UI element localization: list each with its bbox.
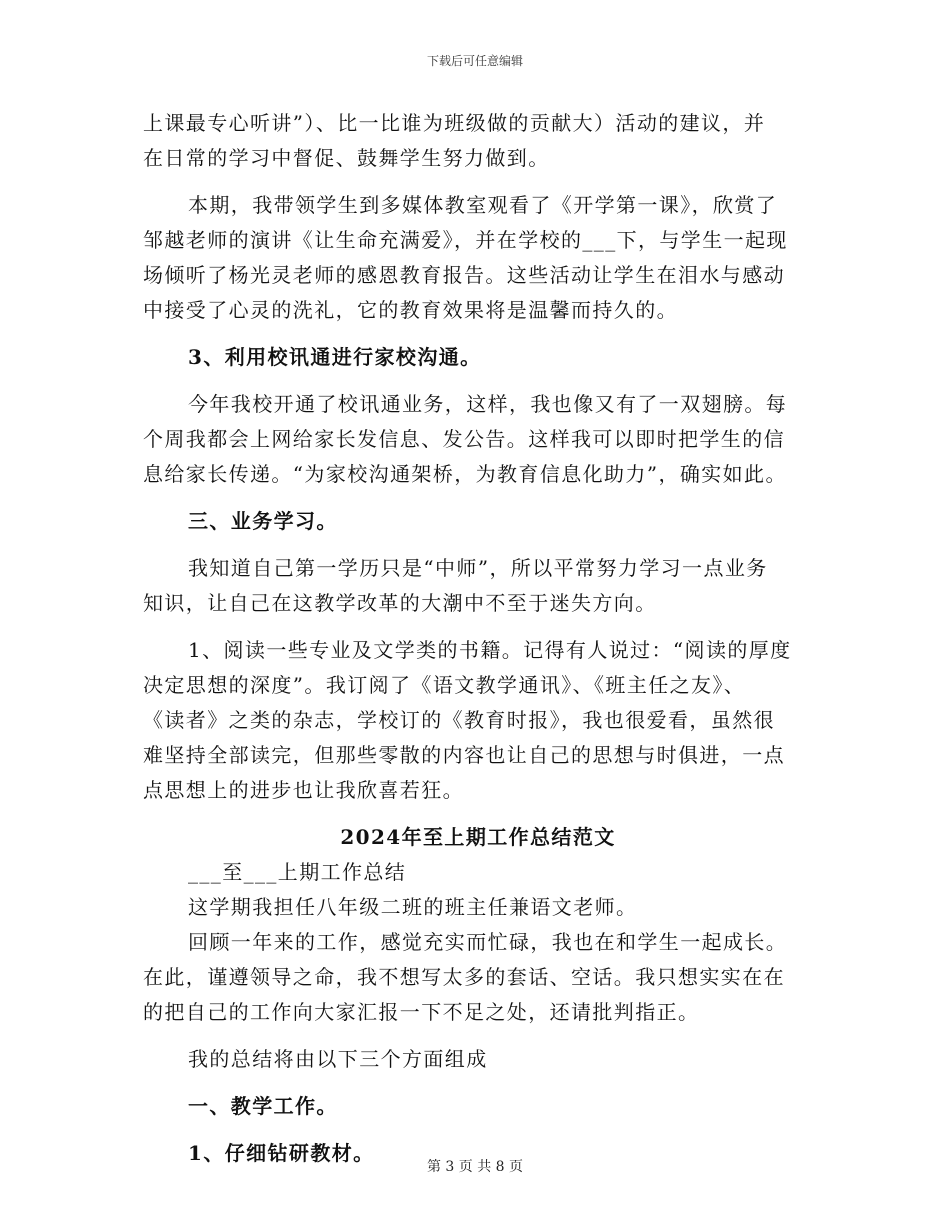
heading-line: 3、利用校讯通进行家校沟通。 xyxy=(188,345,482,369)
line-spacer xyxy=(143,1077,813,1089)
page-header: 下载后可任意编辑 xyxy=(426,54,523,68)
text-line: 上课最专心听讲”）、比一比谁为班级做的贡献大）活动的建议，并 xyxy=(143,111,766,135)
text-line: 今年我校开通了校讯通业务，这样，我也像又有了一双翅膀。每 xyxy=(188,392,788,416)
page-footer: 第 3 页 共 8 页 xyxy=(426,1159,524,1175)
document-body xyxy=(143,106,813,1171)
line-spacer xyxy=(143,1030,813,1042)
text-line: 场倾听了杨光灵老师的感恩教育报告。这些活动让学生在泪水与感动 xyxy=(143,263,785,287)
text-line: 决定思想的深度”。我订阅了《语文教学通讯》、《班主任之友》、 xyxy=(143,673,746,697)
text-line: 知识，让自己在这教学改革的大潮中不至于迷失方向。 xyxy=(143,591,657,615)
line-spacer xyxy=(143,621,813,633)
text-line: 息给家长传递。“为家校沟通架桥，为教育信息化助力”，确实如此。 xyxy=(143,462,787,486)
text-line: 回顾一年来的工作，感觉充实而忙碌，我也在和学生一起成长。 xyxy=(188,930,788,954)
text-line: 这学期我担任八年级二班的班主任兼语文老师。 xyxy=(188,895,638,919)
text-line: 1、阅读一些专业及文学类的书籍。记得有人说过：“阅读的厚度 xyxy=(188,638,792,662)
text-line: 的把自己的工作向大家汇报一下不足之处，还请批判指正。 xyxy=(143,1000,700,1024)
heading-line: 1、仔细钻研教材。 xyxy=(188,1141,375,1165)
text-line: 在此，谨遵领导之命，我不想写太多的套话、空话。我只想实实在在 xyxy=(143,965,785,989)
line-spacer xyxy=(143,375,813,387)
line-spacer xyxy=(143,176,813,188)
text-line: 我知道自己第一学历只是“中师”，所以平常努力学习一点业务 xyxy=(188,556,768,580)
text-line: 个周我都会上网给家长发信息、发公告。这样我可以即时把学生的信 xyxy=(143,427,785,451)
heading-line: 一、教学工作。 xyxy=(188,1094,338,1118)
text-line: 《读者》之类的杂志，学校订的《教育时报》，我也很爱看，虽然很 xyxy=(143,708,775,732)
line-spacer xyxy=(143,539,813,551)
text-line: 本期，我带领学生到多媒体教室观看了《开学第一课》，欣赏了 xyxy=(188,193,778,217)
text-line: 在日常的学习中督促、鼓舞学生努力做到。 xyxy=(143,146,550,170)
heading-line: 三、业务学习。 xyxy=(188,509,338,533)
line-spacer xyxy=(143,492,813,504)
text-line: 邹越老师的演讲《让生命充满爱》，并在学校的___下，与学生一起现 xyxy=(143,228,788,252)
line-spacer xyxy=(143,328,813,340)
text-line: 难坚持全部读完，但那些零散的内容也让自己的思想与时俱进，一点 xyxy=(143,743,785,767)
line-spacer xyxy=(143,808,813,820)
text-line: 我的总结将由以下三个方面组成 xyxy=(188,1047,488,1071)
section-title: 2024年至上期工作总结范文 xyxy=(340,825,616,849)
text-line: 中接受了心灵的洗礼，它的教育效果将是温馨而持久的。 xyxy=(143,298,678,322)
text-line: ___至___上期工作总结 xyxy=(188,860,407,884)
text-line: 点思想上的进步也让我欣喜若狂。 xyxy=(143,778,464,802)
line-spacer xyxy=(143,1124,813,1136)
